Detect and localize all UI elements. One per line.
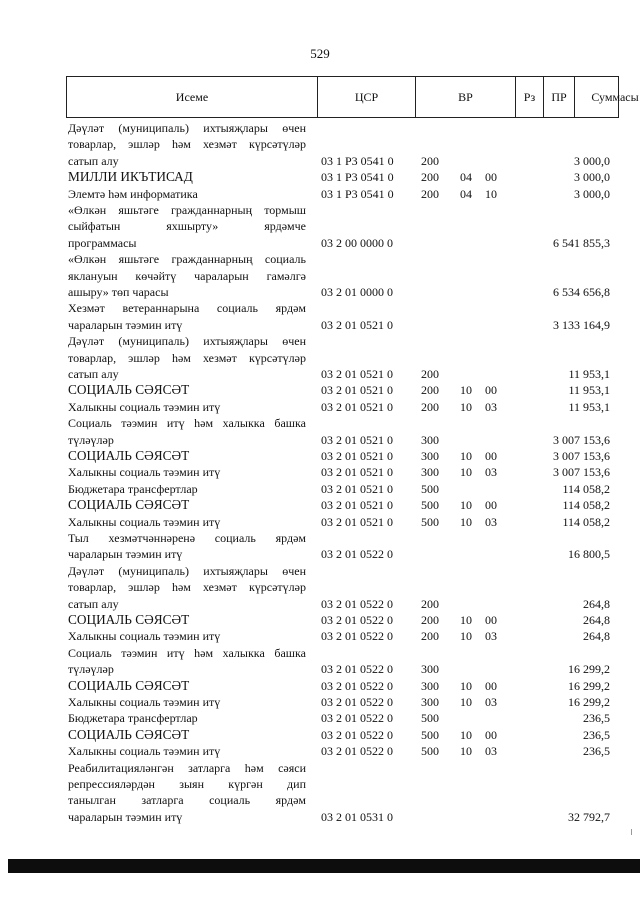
row-vr: 500	[421, 711, 439, 726]
row-name	[68, 497, 306, 513]
table-row	[0, 202, 640, 251]
row-pr: 00	[485, 498, 497, 513]
row-rz: 10	[460, 744, 472, 759]
row-name-line: түләүләр	[68, 432, 114, 447]
row-sum: 6 534 656,8	[553, 284, 610, 299]
header-sum-spacer	[574, 77, 639, 117]
row-name	[68, 382, 306, 398]
row-name-line: Тыл хезмәтчәннәренә социаль ярдәм	[68, 531, 306, 545]
row-name-line: Элемтә һәм информатика	[68, 186, 198, 201]
table-row	[0, 120, 640, 169]
row-sum: 114 058,2	[562, 498, 610, 513]
row-rz: 04	[460, 170, 472, 185]
row-vr: 300	[421, 678, 439, 693]
table-header	[66, 76, 639, 118]
table-row	[0, 645, 640, 678]
row-csr: 03 2 01 0522 0	[321, 678, 393, 693]
row-name	[68, 628, 306, 644]
row-rz: 10	[460, 383, 472, 398]
row-vr: 200	[421, 399, 439, 414]
row-name-line: СОЦИАЛЬ СӘЯСӘТ	[68, 448, 190, 463]
header-vr: ВР	[415, 77, 515, 117]
row-sum: 264,8	[583, 596, 610, 611]
row-name	[68, 399, 306, 415]
table-row	[0, 448, 640, 464]
row-name-line: Реабилитацияләнгән затларга һәм сәяси	[68, 760, 306, 775]
table-row	[0, 464, 640, 480]
row-name-line: программасы	[68, 235, 137, 250]
row-rz: 10	[460, 498, 472, 513]
row-rz: 04	[460, 186, 472, 201]
table-row	[0, 727, 640, 743]
row-pr: 03	[485, 694, 497, 709]
row-name-line: яклануын көчәйтү чараларын гамәлгә	[68, 268, 306, 283]
row-pr: 00	[485, 612, 497, 627]
table-row	[0, 628, 640, 644]
row-name-line: репрессияләрдән зыян күргән дип	[68, 776, 306, 791]
row-name-line: Дәүләт (муниципаль) ихтыяҗлары өчен	[68, 334, 306, 349]
row-rz: 10	[460, 399, 472, 414]
row-csr: 03 2 01 0522 0	[321, 629, 393, 644]
row-vr: 200	[421, 629, 439, 644]
table-row	[0, 563, 640, 612]
table-row	[0, 251, 640, 300]
row-name	[68, 727, 306, 743]
table-row	[0, 497, 640, 513]
row-name-line: Халыкны социаль тәэмин итү	[68, 695, 221, 709]
row-pr: 00	[485, 448, 497, 463]
table-row	[0, 514, 640, 530]
row-pr: 03	[485, 629, 497, 644]
table-row	[0, 710, 640, 726]
row-csr: 03 2 01 0521 0	[321, 481, 393, 496]
row-csr: 03 2 01 0522 0	[321, 612, 393, 627]
row-name	[68, 645, 306, 678]
row-name-line: чараларын тәэмин итү	[68, 547, 183, 562]
row-name	[68, 612, 306, 628]
row-name	[68, 563, 306, 612]
row-csr: 03 2 00 0000 0	[321, 235, 393, 250]
row-name-line: СОЦИАЛЬ СӘЯСӘТ	[68, 382, 190, 398]
row-name-line: Социаль тәэмин итү һәм халыкка башка	[68, 645, 306, 660]
row-vr: 200	[421, 153, 439, 168]
row-pr: 00	[485, 170, 497, 185]
table-row	[0, 612, 640, 628]
row-vr: 200	[421, 366, 439, 381]
row-name-line: Халыкны социаль тәэмин итү	[68, 514, 221, 529]
row-csr: 03 2 01 0521 0	[321, 498, 393, 513]
scan-mark	[631, 829, 632, 835]
row-csr: 03 2 01 0000 0	[321, 284, 393, 299]
row-csr: 03 2 01 0521 0	[321, 432, 393, 447]
row-csr: 03 2 01 0522 0	[321, 547, 393, 562]
row-name	[68, 710, 306, 726]
row-name-line: «Өлкән яшьтәге гражданнарның тормыш	[68, 203, 306, 217]
row-sum: 3 007 153,6	[553, 465, 610, 480]
row-csr: 03 1 Р3 0541 0	[321, 186, 394, 201]
row-name-line: Дәүләт (муниципаль) ихтыяҗлары өчен	[68, 121, 306, 135]
row-name	[68, 514, 306, 530]
row-csr: 03 2 01 0522 0	[321, 662, 393, 677]
row-sum: 3 000,0	[574, 153, 610, 168]
row-rz: 10	[460, 678, 472, 693]
row-vr: 200	[421, 186, 439, 201]
row-vr: 300	[421, 432, 439, 447]
row-name-line: сатып алу	[68, 153, 119, 168]
row-vr: 200	[421, 612, 439, 627]
row-rz: 10	[460, 448, 472, 463]
row-name	[68, 694, 306, 710]
row-vr: 300	[421, 662, 439, 677]
row-vr: 300	[421, 694, 439, 709]
row-pr: 00	[485, 727, 497, 742]
row-name-line: сатып алу	[68, 596, 119, 611]
row-csr: 03 2 01 0521 0	[321, 317, 393, 332]
row-csr: 03 2 01 0521 0	[321, 465, 393, 480]
row-name-line: ашыру» төп чарасы	[68, 284, 169, 299]
row-name-line: түләүләр	[68, 662, 114, 677]
row-sum: 114 058,2	[562, 514, 610, 529]
row-rz: 10	[460, 612, 472, 627]
row-csr: 03 2 01 0522 0	[321, 596, 393, 611]
table-row	[0, 382, 640, 398]
row-csr: 03 2 01 0521 0	[321, 448, 393, 463]
row-name-line: СОЦИАЛЬ СӘЯСӘТ	[68, 497, 190, 513]
row-name	[68, 120, 306, 169]
row-name-line: Бюджетара трансфертлар	[68, 711, 198, 726]
row-sum: 3 133 164,9	[553, 317, 610, 332]
row-pr: 03	[485, 514, 497, 529]
bottom-bar	[8, 859, 640, 873]
row-csr: 03 1 Р3 0541 0	[321, 170, 394, 185]
row-name-line: сатып алу	[68, 366, 119, 381]
row-sum: 16 299,2	[568, 662, 610, 677]
row-sum: 11 953,1	[568, 366, 610, 381]
row-name	[68, 333, 306, 382]
row-name-line: товарлар, эшләр һәм хезмәт күрсәтүләр	[68, 137, 306, 152]
row-pr: 00	[485, 383, 497, 398]
row-vr: 200	[421, 596, 439, 611]
row-sum: 3 000,0	[574, 170, 610, 185]
row-name-line: СОЦИАЛЬ СӘЯСӘТ	[68, 612, 190, 627]
row-name	[68, 202, 306, 251]
row-name	[68, 743, 306, 759]
row-rz: 10	[460, 694, 472, 709]
row-name-line: Хезмәт ветераннарына социаль ярдәм	[68, 301, 306, 316]
row-sum: 16 299,2	[568, 678, 610, 693]
row-sum: 6 541 855,3	[553, 235, 610, 250]
row-name-line: МИЛЛИ ИКЪТИСАД	[68, 169, 193, 185]
row-name-line: Дәүләт (муниципаль) ихтыяҗлары өчен	[68, 563, 306, 578]
row-name	[68, 530, 306, 563]
row-rz: 10	[460, 465, 472, 480]
row-name	[68, 678, 306, 694]
row-sum: 3 007 153,6	[553, 448, 610, 463]
row-sum: 236,5	[583, 711, 610, 726]
row-sum: 236,5	[583, 727, 610, 742]
row-name	[68, 169, 306, 185]
row-name-line: сыйфатын яхшырту» ярдәмче	[68, 219, 306, 234]
row-name-line: Бюджетара трансфертлар	[68, 481, 198, 496]
row-rz: 10	[460, 727, 472, 742]
row-vr: 200	[421, 170, 439, 185]
row-name-line: товарлар, эшләр һәм хезмәт күрсәтүләр	[68, 350, 306, 365]
row-sum: 264,8	[583, 629, 610, 644]
row-vr: 500	[421, 514, 439, 529]
table-row	[0, 169, 640, 185]
table-row	[0, 760, 640, 826]
row-name-line: СОЦИАЛЬ СӘЯСӘТ	[68, 677, 190, 693]
row-name	[68, 448, 306, 464]
row-csr: 03 2 01 0521 0	[321, 366, 393, 381]
row-name-line: Халыкны социаль тәэмин итү	[68, 744, 221, 759]
header-sum: Суммасы	[591, 90, 639, 104]
row-name-line: СОЦИАЛЬ СӘЯСӘТ	[68, 726, 190, 742]
row-vr: 500	[421, 481, 439, 496]
row-name-line: Халыкны социаль тәэмин итү	[68, 399, 221, 414]
row-pr: 03	[485, 465, 497, 480]
table-row	[0, 399, 640, 415]
row-sum: 11 953,1	[568, 399, 610, 414]
row-csr: 03 1 Р3 0541 0	[321, 153, 394, 168]
row-name-line: товарлар, эшләр һәм хезмәт күрсәтүләр	[68, 580, 306, 595]
row-name	[68, 760, 306, 826]
header-csr: ЦСР	[317, 77, 415, 117]
table-row	[0, 186, 640, 202]
row-vr: 200	[421, 383, 439, 398]
row-sum: 236,5	[583, 744, 610, 759]
table-row	[0, 530, 640, 563]
row-name	[68, 464, 306, 480]
row-name-line: чараларын тәэмин итү	[68, 317, 183, 332]
row-sum: 16 800,5	[568, 547, 610, 562]
row-csr: 03 2 01 0521 0	[321, 399, 393, 414]
table-row	[0, 678, 640, 694]
table-row	[0, 333, 640, 382]
row-csr: 03 2 01 0522 0	[321, 711, 393, 726]
row-sum: 11 953,1	[568, 383, 610, 398]
row-name	[68, 415, 306, 448]
row-name-line: Халыкны социаль тәэмин итү	[68, 629, 221, 644]
row-vr: 500	[421, 498, 439, 513]
row-rz: 10	[460, 629, 472, 644]
row-csr: 03 2 01 0522 0	[321, 694, 393, 709]
row-sum: 114 058,2	[562, 481, 610, 496]
page-number: 529	[310, 46, 330, 61]
row-name	[68, 300, 306, 333]
row-name-line: танылган затларга социаль ярдәм	[68, 793, 306, 808]
row-vr: 300	[421, 448, 439, 463]
table-row	[0, 694, 640, 710]
table-row	[0, 743, 640, 759]
row-csr: 03 2 01 0521 0	[321, 383, 393, 398]
row-pr: 00	[485, 678, 497, 693]
table-row	[0, 481, 640, 497]
row-sum: 16 299,2	[568, 694, 610, 709]
row-name	[68, 481, 306, 497]
row-csr: 03 2 01 0531 0	[321, 809, 393, 824]
header-pr: ПР	[543, 77, 574, 117]
table-row	[0, 300, 640, 333]
row-sum: 264,8	[583, 612, 610, 627]
row-rz: 10	[460, 514, 472, 529]
row-sum: 3 000,0	[574, 186, 610, 201]
row-name	[68, 186, 306, 202]
row-csr: 03 2 01 0522 0	[321, 744, 393, 759]
header-rz: Рз	[515, 77, 543, 117]
row-pr: 10	[485, 186, 497, 201]
row-name-line: Социаль тәэмин итү һәм халыкка башка	[68, 416, 306, 431]
row-pr: 03	[485, 744, 497, 759]
row-pr: 03	[485, 399, 497, 414]
row-name-line: чараларын тәэмин итү	[68, 809, 183, 824]
row-name-line: Халыкны социаль тәэмин итү	[68, 465, 221, 480]
header-name: Исеме	[175, 90, 209, 104]
row-sum: 3 007 153,6	[553, 432, 610, 447]
row-vr: 500	[421, 744, 439, 759]
row-sum: 32 792,7	[568, 809, 610, 824]
row-csr: 03 2 01 0521 0	[321, 514, 393, 529]
row-vr: 300	[421, 465, 439, 480]
row-vr: 500	[421, 727, 439, 742]
row-name-line: «Өлкән яшьтәге гражданнарның социаль	[68, 252, 306, 267]
row-csr: 03 2 01 0522 0	[321, 727, 393, 742]
table-row	[0, 415, 640, 448]
row-name	[68, 251, 306, 300]
